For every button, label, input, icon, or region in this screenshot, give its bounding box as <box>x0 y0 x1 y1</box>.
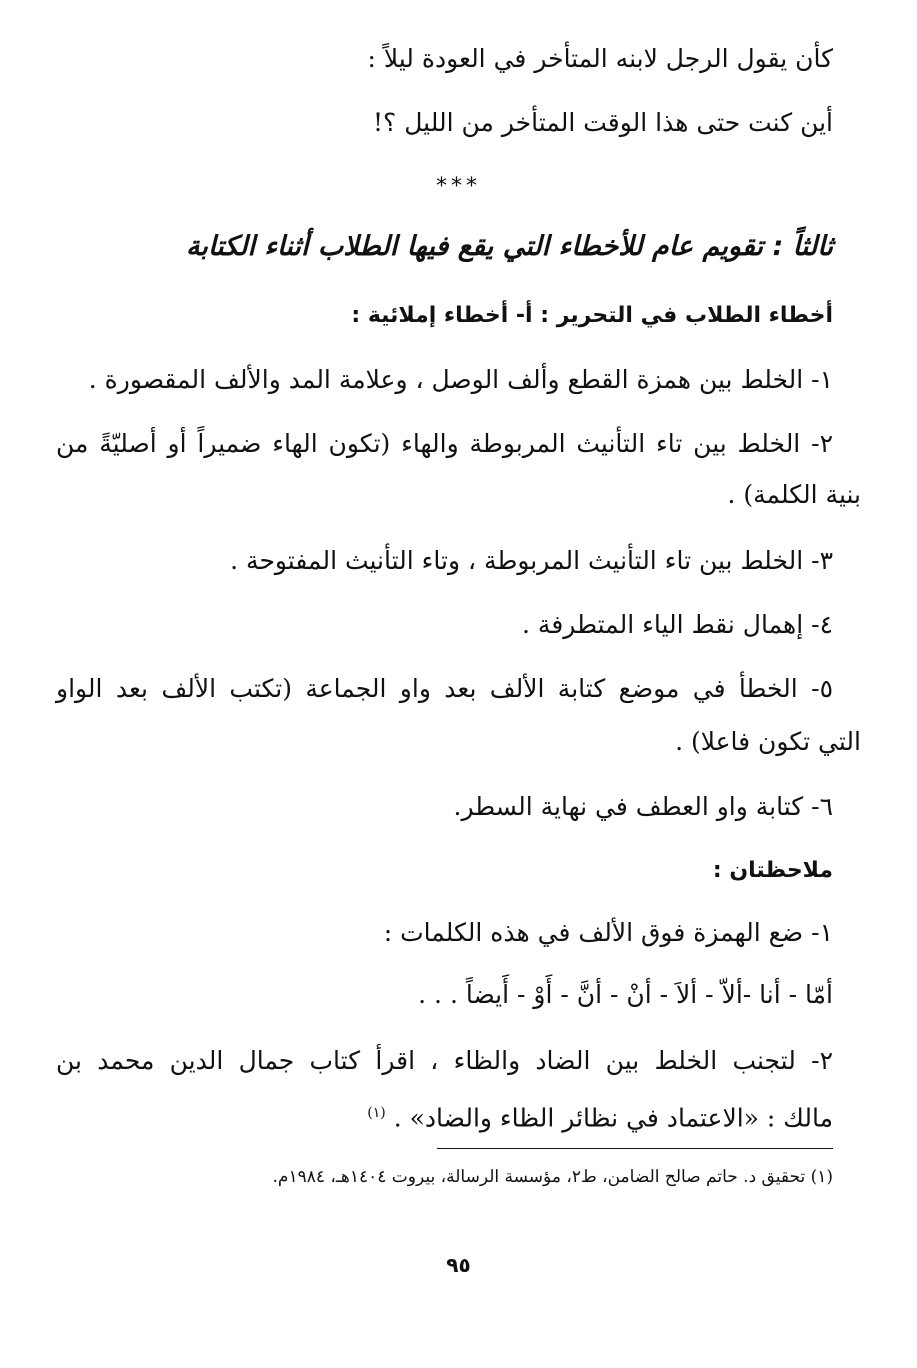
error-item-2-line-2: بنية الكلمة) . <box>727 480 861 509</box>
intro-line-1: كأن يقول الرجل لابنه المتأخر في العودة ليلاً : <box>367 44 833 73</box>
note-2-text: مالك : «الاعتماد في نظائر الظاء والضاد» . <box>393 1103 833 1133</box>
error-item-1: ١- الخلط بين همزة القطع وألف الوصل ، وعلامة المد والألف المقصورة . <box>88 365 833 394</box>
note-2-line-2 <box>56 1093 833 1138</box>
errors-subheading: أخطاء الطلاب في التحرير : أ- أخطاء إملائية : <box>351 303 833 328</box>
error-item-5-line-1: ٥- الخطأ في موضع كتابة الألف بعد واو الجماعة (تكتب الألف بعد الواو <box>56 674 833 703</box>
error-item-3: ٣- الخلط بين تاء التأنيث المربوطة ، وتاء التأنيث المفتوحة . <box>230 546 833 575</box>
error-item-6: ٦- كتابة واو العطف في نهاية السطر. <box>453 792 833 821</box>
intro-line-2: أين كنت حتى هذا الوقت المتأخر من الليل ؟! <box>372 108 833 137</box>
error-item-5-line-2: التي تكون فاعلا) . <box>675 727 861 756</box>
error-item-4: ٤- إهمال نقط الياء المتطرفة . <box>522 610 833 639</box>
page-number: ٩٥ <box>446 1253 471 1277</box>
error-item-2-line-1: ٢- الخلط بين تاء التأنيث المربوطة والهاء (تكون الهاء ضميراً أو أصليّةً من <box>56 429 833 458</box>
section-separator: *** <box>436 174 481 199</box>
note-1: ١- ضع الهمزة فوق الألف في هذه الكلمات : <box>383 918 833 947</box>
note-2-line-1: ٢- لتجنب الخلط بين الضاد والظاء ، اقرأ كتاب جمال الدين محمد بن <box>56 1046 833 1075</box>
notes-heading: ملاحظتان : <box>712 858 833 883</box>
note-1-words: أمّا - أنا -ألاّ - ألاَ - أنْ - أنَّ - أَوْ - أَيضاً . . . <box>418 980 833 1009</box>
footnote-reference: (١) <box>367 1105 386 1121</box>
section-heading: ثالثاً : تقويم عام للأخطاء التي يقع فيها الطلاب أثناء الكتابة <box>185 231 833 262</box>
footnote-divider <box>437 1148 833 1149</box>
footnote: (١) تحقيق د. حاتم صالح الضامن، ط٢، مؤسسة الرسالة، بيروت ١٤٠٤هـ، ١٩٨٤م. <box>272 1167 833 1187</box>
